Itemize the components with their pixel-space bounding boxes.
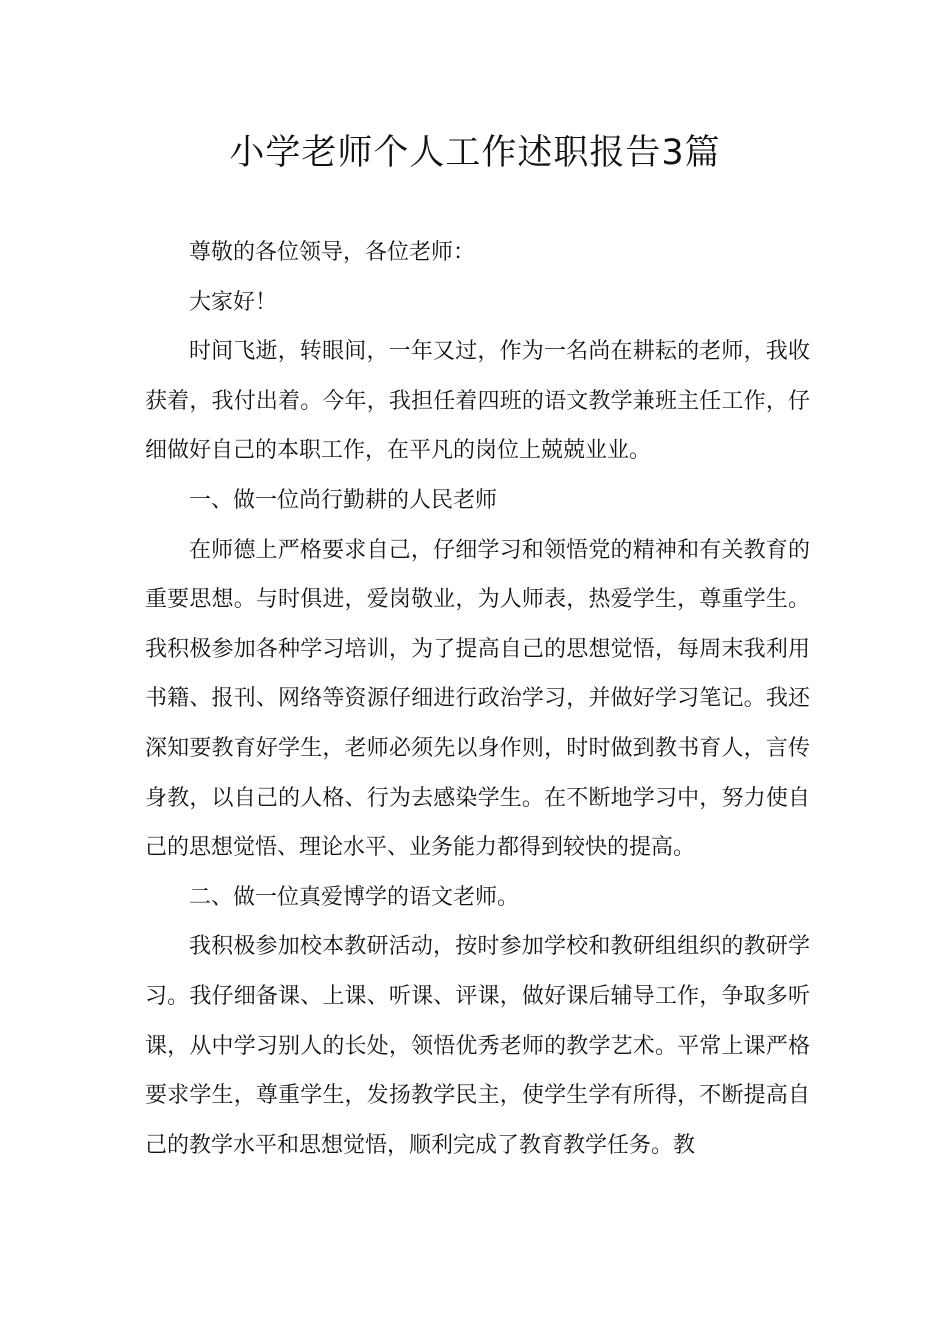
document-title: 小学老师个人工作述职报告3篇 xyxy=(229,133,721,173)
salutation: 尊敬的各位领导，各位老师： xyxy=(189,240,476,265)
section-heading-1: 一、做一位尚行勤耕的人民老师 xyxy=(189,487,498,513)
section-1-paragraph: 在师德上严格要求自己，仔细学习和领悟党的精神和有关教育的重要思想。与时俱进，爱岗敬业，为人师表，热爱学生，尊重学生。我积极参加各种学习培训，为了提高自己的思想觉悟，每周末我利用书籍、报刊、网络等资源仔细进行政治学习，并做好学习笔记。我还深知要教育好学生，老师必须先以身作则，时时做到教书育人，言传身教，以自己的人格、行为去感染学生。在不断地学习中，努力使自己的思想觉悟、理论水平、业务能力都得到较快的提高。 xyxy=(145,537,810,861)
intro-paragraph: 时间飞逝，转眼间，一年又过，作为一名尚在耕耘的老师，我收获着，我付出着。今年，我担任着四班的语文教学兼班主任工作，仔细做好自己的本职工作，在平凡的岗位上兢兢业业。 xyxy=(145,339,810,464)
greeting: 大家好！ xyxy=(189,289,278,315)
section-heading-2: 二、做一位真爱博学的语文老师。 xyxy=(189,884,520,910)
document-body xyxy=(145,228,810,1170)
section-2-paragraph: 我积极参加校本教研活动，按时参加学校和教研组组织的教研学习。我仔细备课、上课、听课、评课，做好课后辅导工作，争取多听课，从中学习别人的长处，领悟优秀老师的教学艺术。平常上课严格要求学生，尊重学生，发扬教学民主，使学生学有所得，不断提高自己的教学水平和思想觉悟，顺利完成了教育教学任务。教 xyxy=(145,934,810,1158)
